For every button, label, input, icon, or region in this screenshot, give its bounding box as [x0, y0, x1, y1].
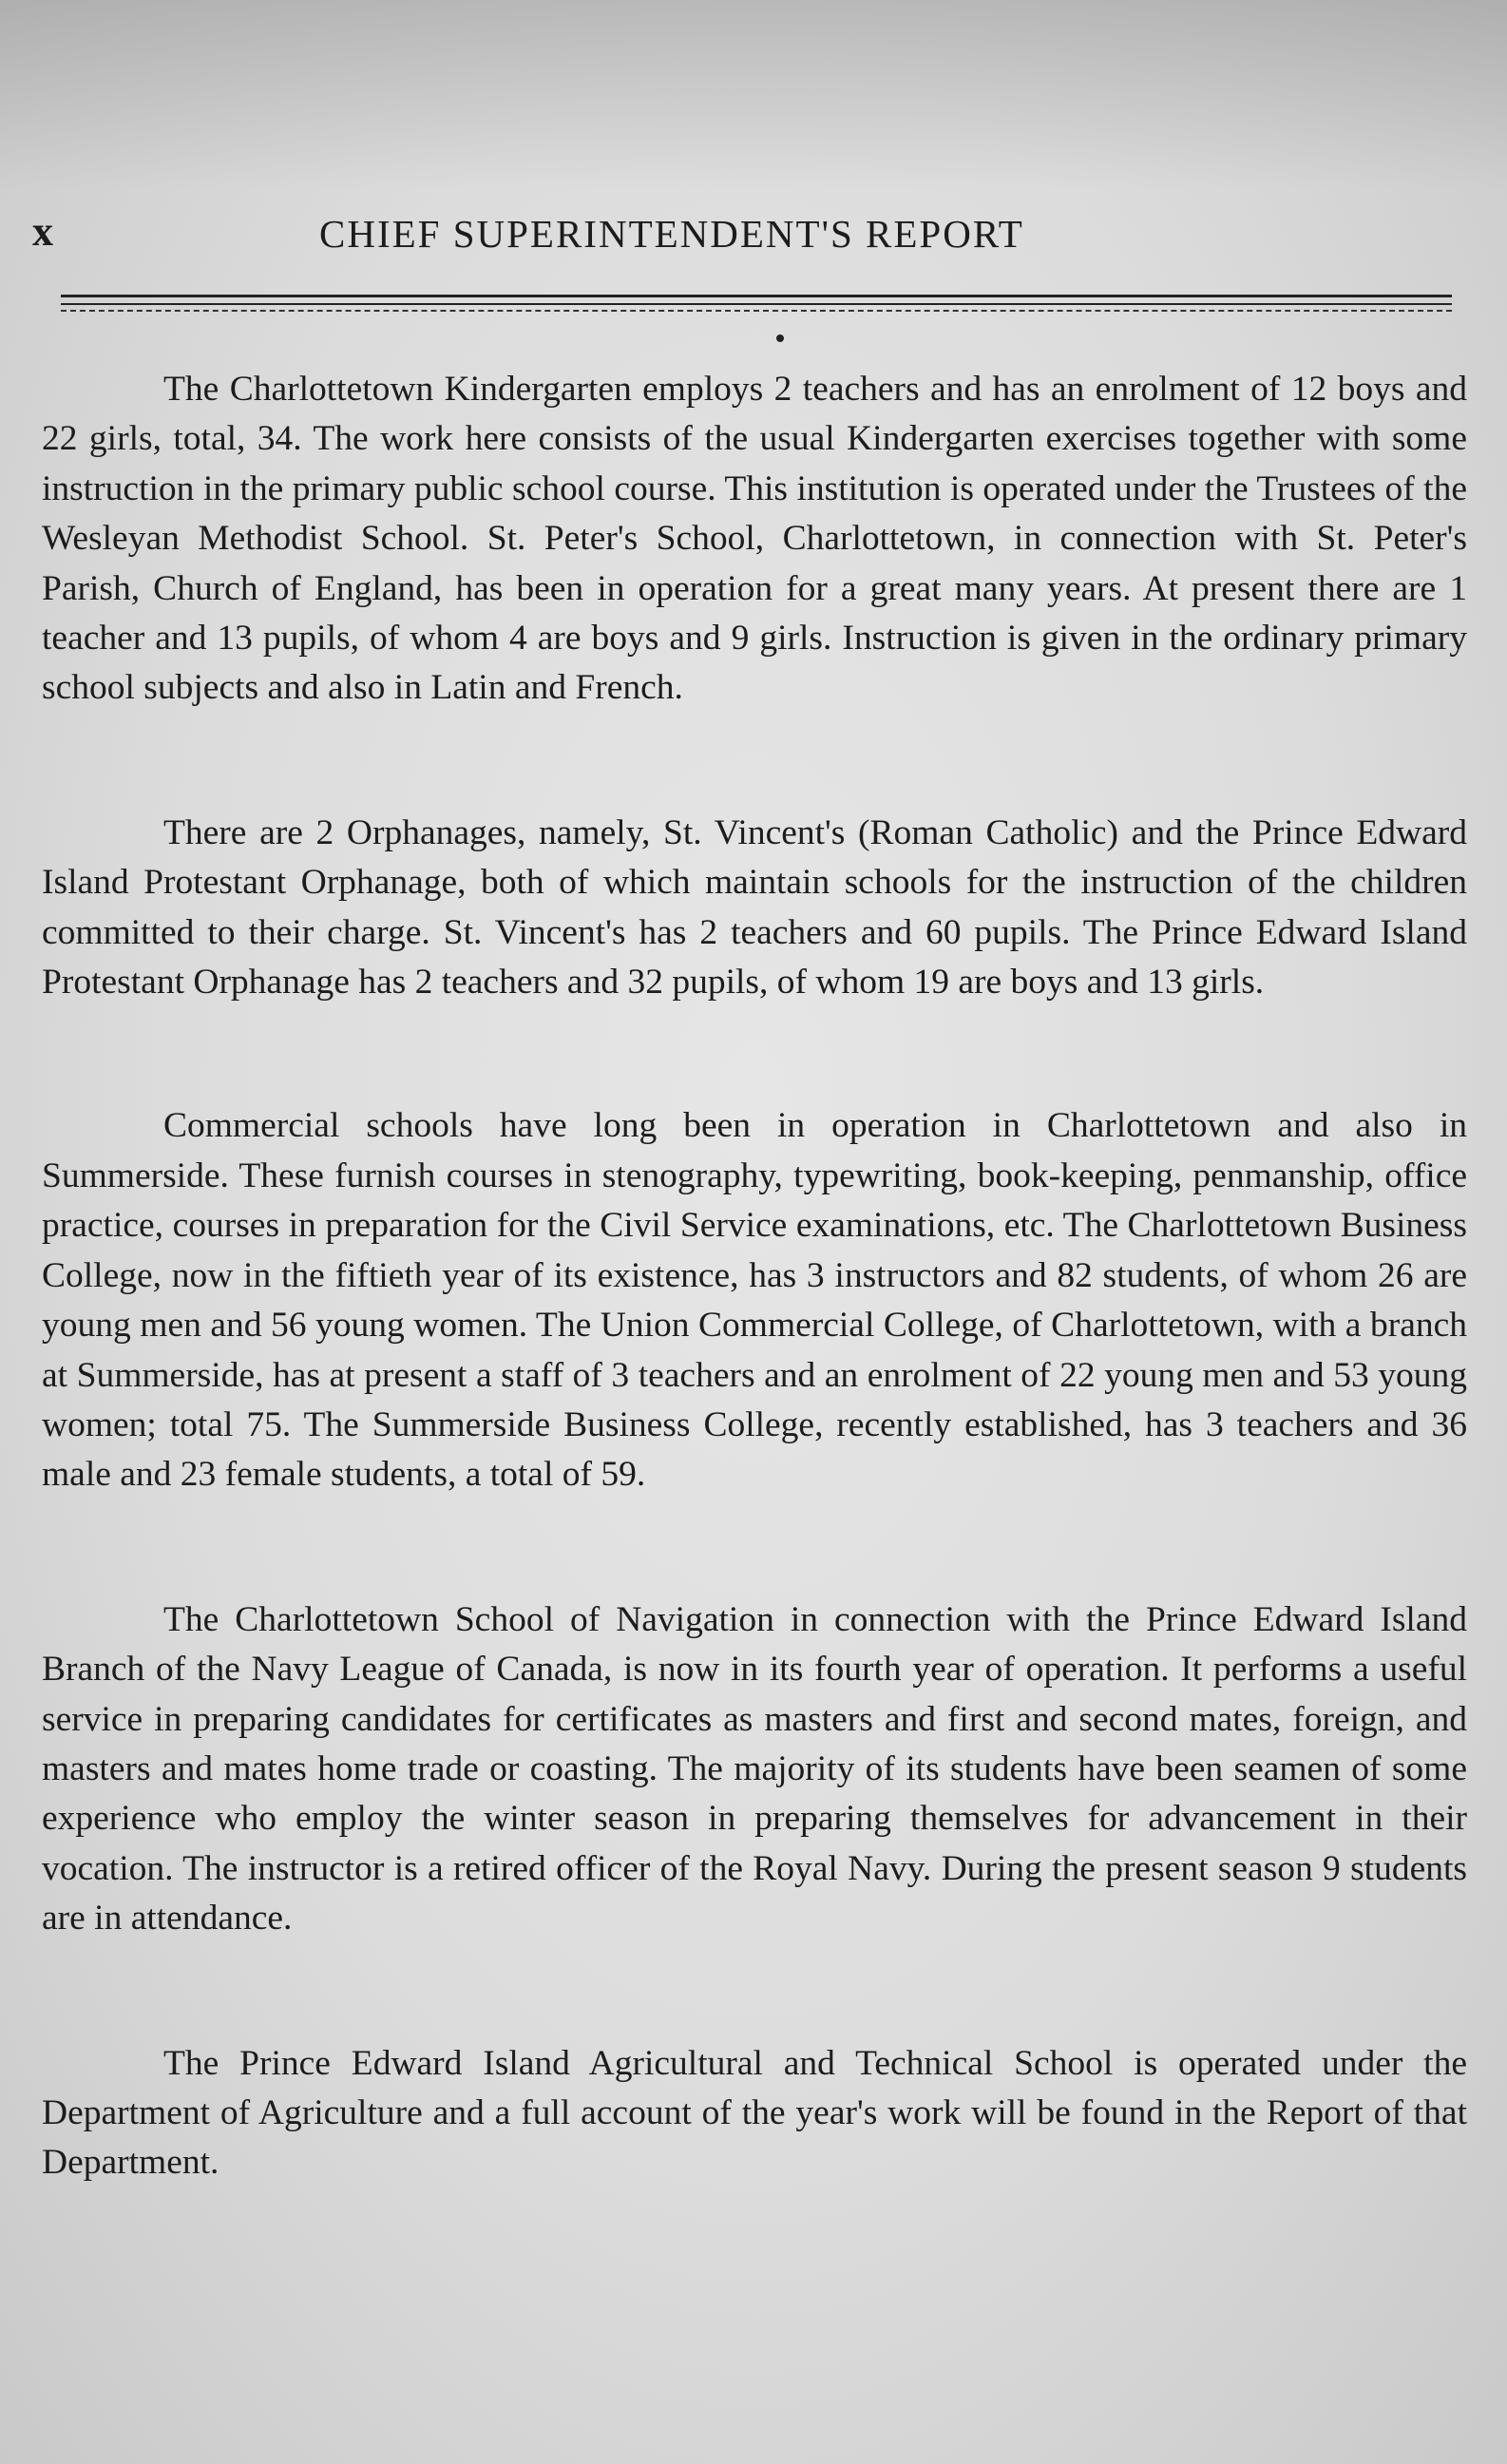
header-rule-middle: [61, 303, 1452, 305]
paragraph-navigation-school: The Charlottetown School of Navigation in connection with the Prince Edward Island Branch of the Navy League of Canada, is now in its fourth year of operation. It performs a useful service in preparing candidates for certificates as masters and first and second mates, foreign, and masters and mates home trade or coasting. The majority of its students have been seamen of some experience who employ the winter season in preparing themselves for advancement in their vocation. The instructor is a retired officer of the Royal Navy. During the present season 9 students are in attendance.: [42, 1599, 1467, 1939]
paragraph-kindergarten: The Charlottetown Kindergarten employs 2 teachers and has an enrolment of 12 boys and 22 girls, total, 34. The work here consists of the usual Kindergarten exercises together with some instruction in the primary public school course. This institution is operated under the Trustees of the Wesleyan Methodist School. St. Peter's School, Charlottetown, in connection with St. Peter's Parish, Church of England, has been in operation for a great many years. At present there are 1 teacher and 13 pupils, of whom 4 are boys and 9 girls. Instruction is given in the ordinary primary school subjects and also in Latin and French.: [42, 370, 1467, 708]
scan-shadow: [0, 0, 1507, 190]
header-rule-bottom: [61, 310, 1452, 312]
running-header: CHIEF SUPERINTENDENT'S REPORT: [319, 212, 1024, 256]
paragraph-orphanages: There are 2 Orphanages, namely, St. Vincent's (Roman Catholic) and the Prince Edward Island Protestant Orphanage, both of which maintain schools for the instruction of the children committed to their charge. St. Vincent's has 2 teachers and 60 pupils. The Prince Edward Island Protestant Orphanage has 2 teachers and 32 pupils, of whom 19 are boys and 13 girls.: [42, 812, 1467, 1003]
page-number: x: [32, 208, 54, 255]
header-rule-top: [61, 295, 1452, 297]
ornament-dot: [776, 334, 784, 342]
report-body: [42, 365, 1467, 2188]
paragraph-agricultural-school: The Prince Edward Island Agricultural and Technical School is operated under the Department of Agriculture and a full account of the year's work will be found in the Report of that Department.: [42, 2043, 1467, 2183]
paragraph-commercial-schools: Commercial schools have long been in operation in Charlottetown and also in Summerside. These furnish courses in stenography, typewriting, book-keeping, penmanship, office practice, courses in preparation for the Civil Service examinations, etc. The Charlottetown Business College, now in the fiftieth year of its existence, has 3 instructors and 82 students, of whom 26 are young men and 56 young women. The Union Commercial College, of Charlottetown, with a branch at Summerside, has at present a staff of 3 teachers and an enrolment of 22 young men and 53 young women; total 75. The Summerside Business College, recently established, has 3 teachers and 36 male and 23 female students, a total of 59.: [42, 1106, 1467, 1495]
